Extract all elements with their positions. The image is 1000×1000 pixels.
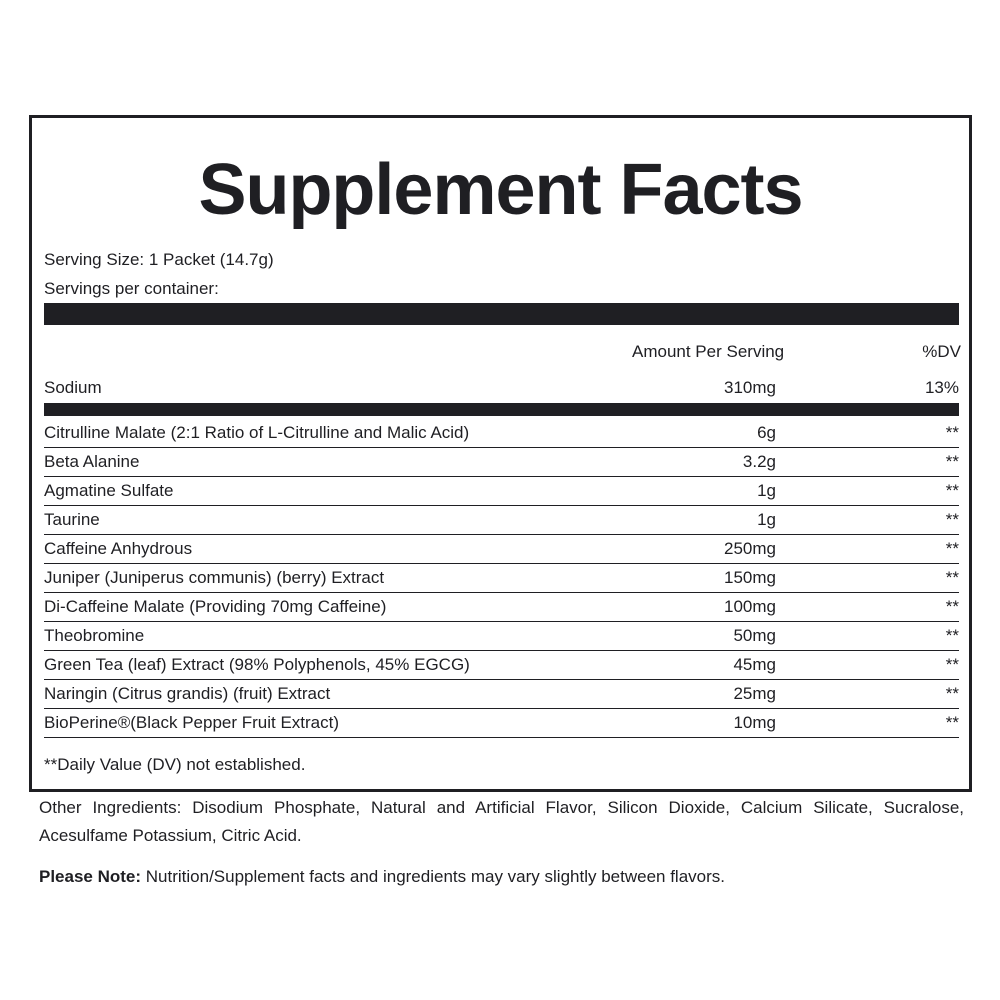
thick-divider xyxy=(44,303,959,325)
row-amount: 50mg xyxy=(733,626,776,645)
row-name: Beta Alanine xyxy=(44,452,140,471)
ingredient-row xyxy=(44,419,959,448)
please-note xyxy=(39,863,725,891)
row-amount: 25mg xyxy=(733,684,776,703)
note-text: Nutrition/Supplement facts and ingredients may vary slightly between flavors. xyxy=(141,867,725,886)
row-name: Agmatine Sulfate xyxy=(44,481,174,500)
sodium-row xyxy=(44,374,959,403)
row-dv: ** xyxy=(945,713,959,732)
row-name: Green Tea (leaf) Extract (98% Polyphenols, 45% EGCG) xyxy=(44,655,470,674)
row-amount: 6g xyxy=(757,423,776,442)
row-name: Juniper (Juniperus communis) (berry) Extract xyxy=(44,568,385,587)
row-amount: 1g xyxy=(757,510,776,529)
row-amount: 10mg xyxy=(733,713,776,732)
row-name: Naringin (Citrus grandis) (fruit) Extract xyxy=(44,684,331,703)
ingredient-row xyxy=(44,535,959,564)
other-ingredients: Other Ingredients: Disodium Phosphate, Natural and Artificial Flavor, Silicon Dioxide, Calcium Silicate, Sucralose, Acesulfame Potassium, Citric Acid. xyxy=(39,798,964,845)
ingredient-row xyxy=(44,448,959,477)
note-label: Please Note: xyxy=(39,867,142,886)
row-dv: ** xyxy=(945,481,959,500)
serving-size: Serving Size: 1 Packet (14.7g) xyxy=(44,250,274,269)
row-name: Citrulline Malate (2:1 Ratio of L-Citrulline and Malic Acid) xyxy=(44,423,470,442)
row-dv: ** xyxy=(945,684,959,703)
row-name: Sodium xyxy=(44,378,102,397)
ingredient-row xyxy=(44,709,959,738)
ingredient-row xyxy=(44,651,959,680)
row-name: Theobromine xyxy=(44,626,145,645)
row-dv: ** xyxy=(945,539,959,558)
row-name: Di-Caffeine Malate (Providing 70mg Caffeine) xyxy=(44,597,387,616)
row-amount: 150mg xyxy=(724,568,776,587)
panel-title: Supplement Facts xyxy=(198,150,803,230)
medium-divider xyxy=(44,403,959,416)
row-amount: 250mg xyxy=(724,539,776,558)
row-dv: ** xyxy=(945,423,959,442)
ingredient-row xyxy=(44,593,959,622)
row-amount: 310mg xyxy=(724,378,776,397)
dv-footnote: **Daily Value (DV) not established. xyxy=(44,755,306,774)
row-amount: 45mg xyxy=(733,655,776,674)
row-name: Taurine xyxy=(44,510,100,529)
servings-per-container: Servings per container: xyxy=(44,279,219,298)
row-dv: ** xyxy=(945,510,959,529)
amount-per-serving-header: Amount Per Serving xyxy=(632,342,785,361)
dv-header: %DV xyxy=(922,342,961,361)
row-amount: 100mg xyxy=(724,597,776,616)
row-dv: ** xyxy=(945,655,959,674)
row-amount: 1g xyxy=(757,481,776,500)
row-amount: 3.2g xyxy=(742,452,776,471)
supplement-facts-panel xyxy=(29,115,972,792)
row-name: Caffeine Anhydrous xyxy=(44,539,193,558)
ingredient-row xyxy=(44,506,959,535)
row-dv: ** xyxy=(945,452,959,471)
row-name: BioPerine®(Black Pepper Fruit Extract) xyxy=(44,713,340,732)
ingredient-row xyxy=(44,477,959,506)
ingredient-row xyxy=(44,622,959,651)
row-dv: ** xyxy=(945,597,959,616)
row-dv: ** xyxy=(945,626,959,645)
row-dv: ** xyxy=(945,568,959,587)
ingredient-row xyxy=(44,564,959,593)
row-dv: 13% xyxy=(924,378,959,397)
ingredient-row xyxy=(44,680,959,709)
